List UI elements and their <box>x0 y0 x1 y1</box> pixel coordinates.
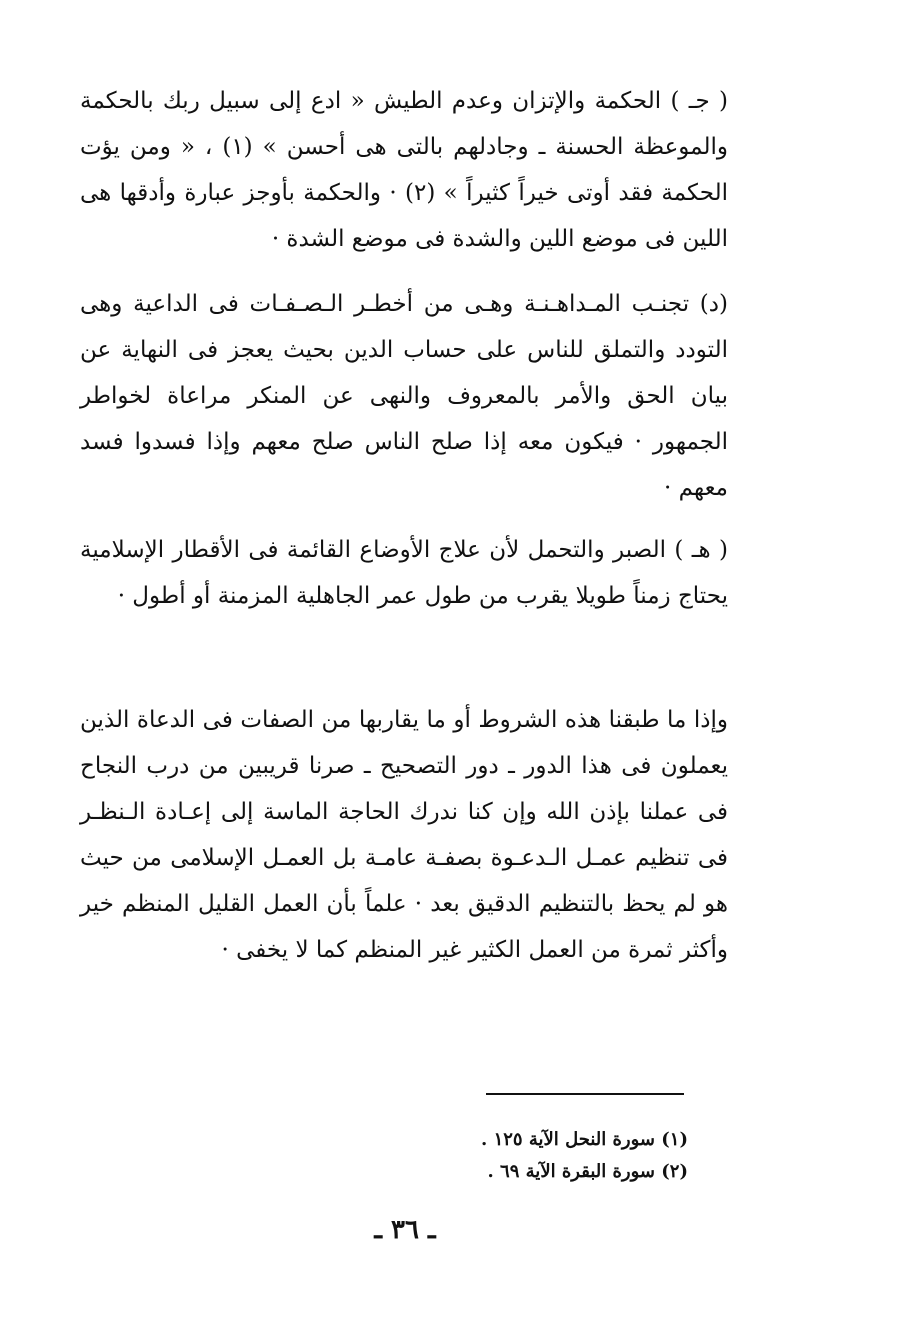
page-number: ـ ٣٦ ـ <box>374 1215 436 1245</box>
footnote-2: (٢) سورة البقرة الآية ٦٩ . <box>487 1161 688 1182</box>
paragraph-wisdom: ( جـ ) الحكمة والإتزان وعدم الطيش « ادع إلى سبيل ربك بالحكمة والموعظة الحسنة ـ وجادلهم بالتى هى أحسن » (١) ، « ومن يؤت الحكمة فقد أوتى خيراً كثيراً » (٢) · والحكمة بأوجز عبارة وأدقها هى اللين فى موضع اللين والشدة فى موضع الشدة · <box>80 88 728 252</box>
footnotes <box>300 1124 688 1188</box>
paragraph-patience: ( هـ ) الصبر والتحمل لأن علاج الأوضاع القائمة فى الأقطار الإسلامية يحتاج زمناً طويلا يقرب من طول عمر الجاهلية المزمنة أو أطول · <box>80 537 728 609</box>
footnote-1: (١) سورة النحل الآية ١٢٥ . <box>481 1129 688 1150</box>
footnote-divider <box>486 1093 684 1095</box>
paragraph-flattery: (د) تجنـب المـداهـنـة وهـى من أخطـر الـصـفـات فى الداعية وهى التودد والتملق للناس على حساب الدين بحيث يعجز فى النهاية عن بيان الحق والأمر بالمعروف والنهى عن المنكر مراعاة لخواطر الجمهور · فيكون معه إذا صلح الناس صلح معهم وإذا فسدوا فسد معهم · <box>80 291 728 501</box>
paragraph-conclusion: وإذا ما طبقنا هذه الشروط أو ما يقاربها من الصفات فى الدعاة الذين يعملون فى هذا الدور ـ دور التصحيح ـ صرنا قريبين من درب النجاح فى عملنا بإذن الله وإن كنا ندرك الحاجة الماسة إلى إعـادة الـنظـر فى تنظيم عمـل الـدعـوة بصفـة عامـة بل العمـل الإسلامى من حيث هو لم يحظ بالتنظيم الدقيق بعد · علماً بأن العمل القليل المنظم خير وأكثر ثمرة من العمل الكثير غير المنظم كما لا يخفى · <box>80 707 728 963</box>
